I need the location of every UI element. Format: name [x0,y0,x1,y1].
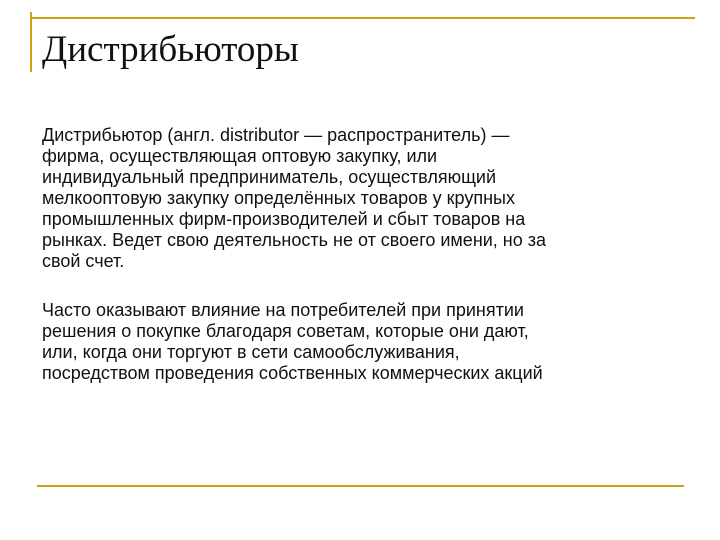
definition-line-6: рынках. Ведет свою деятельность не от своего имени, но за [42,230,547,250]
influence-line-2: решения о покупке благодаря советам, которые они дают, [42,321,529,341]
definition-line-3: индивидуальный предприниматель, осуществляющий [42,167,496,187]
influence-paragraph [42,300,672,384]
definition-term: Дистрибьютор [42,125,163,145]
bottom-divider [37,485,684,487]
slide-title: Дистрибьюторы [42,29,299,70]
definition-line-7: свой счет. [42,251,125,271]
influence-line-4: посредством проведения собственных коммерческих акций [42,363,543,383]
influence-text [42,300,672,384]
influence-line-3: или, когда они торгуют в сети самообслуживания, [42,342,460,362]
definition-text [42,125,672,272]
definition-line-4: мелкооптовую закупку определённых товаров у крупных [42,188,515,208]
top-divider [30,17,695,19]
definition-line-1 [42,125,672,146]
definition-line-2: фирма, осуществляющая оптовую закупку, или [42,146,438,166]
definition-paragraph [42,125,672,272]
definition-line-5: промышленных фирм-производителей и сбыт товаров на [42,209,526,229]
influence-line-1: Часто оказывают влияние на потребителей при принятии [42,300,524,320]
left-divider [30,12,32,72]
definition-line-1-rest: (англ. distributor — распространитель) — [162,125,510,145]
